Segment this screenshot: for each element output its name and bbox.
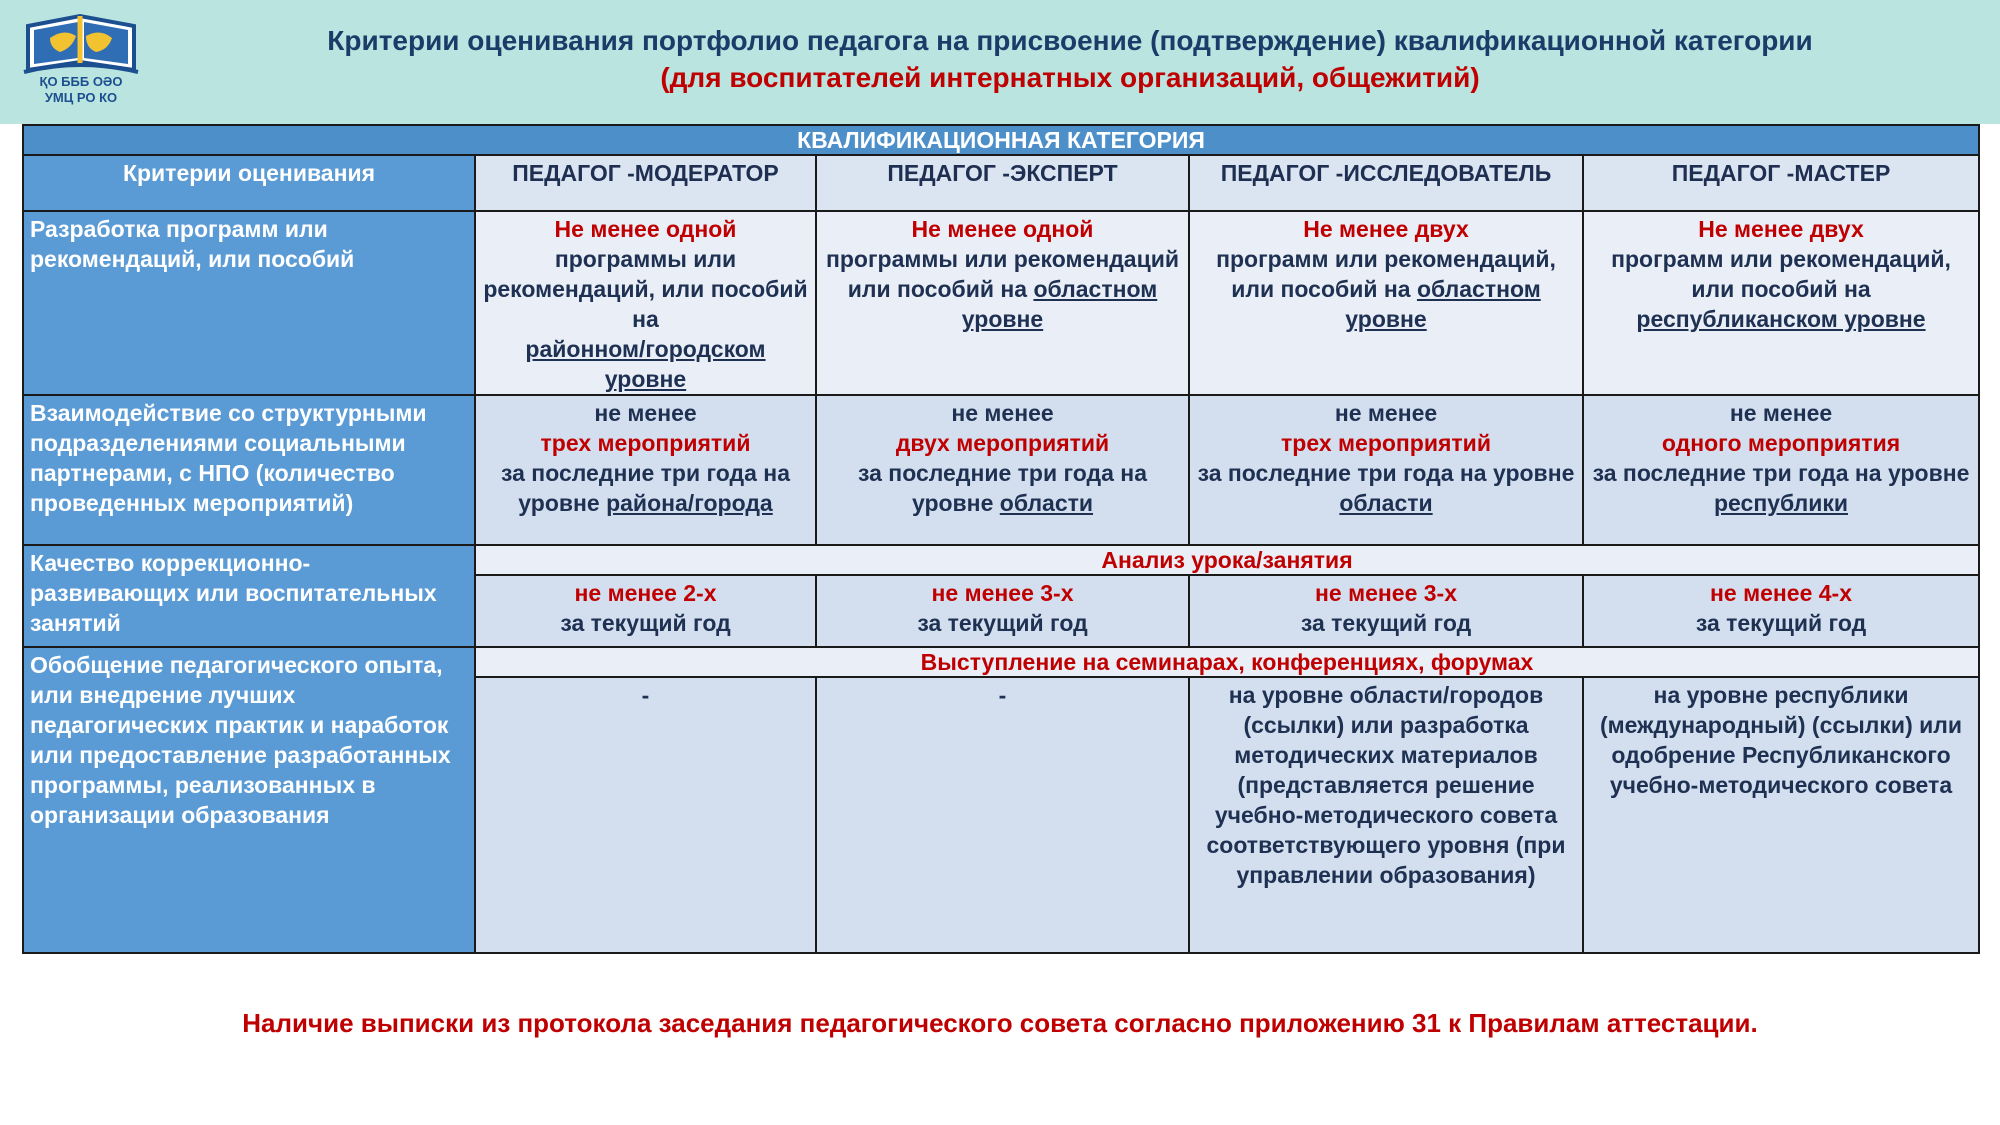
- criterion-programs: Разработка программ или рекомендаций, или пособий: [23, 211, 475, 395]
- criteria-table: [22, 124, 1980, 954]
- cell-programs-researcher: [1189, 211, 1583, 395]
- cell-experience-moderator: -: [475, 677, 816, 953]
- cell-requirement: двух мероприятий: [895, 430, 1110, 456]
- cell-requirement: не менее 4-х: [1710, 580, 1852, 606]
- cell-programs-master: [1583, 211, 1979, 395]
- book-logo-icon: [20, 8, 142, 80]
- table-row-programs: [23, 211, 1979, 395]
- category-header: КВАЛИФИКАЦИОННАЯ КАТЕГОРИЯ: [23, 125, 1979, 155]
- cell-requirement: трех мероприятий: [1281, 430, 1491, 456]
- page-title: [170, 22, 1970, 96]
- levels-header-row: [23, 155, 1979, 211]
- cell-pre: не менее: [1729, 400, 1833, 426]
- cell-text: за текущий год: [560, 610, 731, 636]
- cell-text: за последние три года на уровне: [1197, 460, 1575, 486]
- level-header-researcher: ПЕДАГОГ -ИССЛЕДОВАТЕЛЬ: [1189, 155, 1583, 211]
- cell-pre: не менее: [1334, 400, 1438, 426]
- logo-text-kazakh: ҚО БББ ОӘО: [39, 74, 123, 89]
- cell-experience-expert: -: [816, 677, 1189, 953]
- criterion-lessons: Качество коррекционно-развивающих или воспитательных занятий: [23, 545, 475, 647]
- title-text: Критерии оценивания портфолио педагога на присвоение (подтверждение) квалификационной категории: [327, 25, 1813, 56]
- cell-level-link: области: [999, 490, 1094, 516]
- cell-interaction-moderator: [475, 395, 816, 545]
- cell-text: программ или рекомендаций, или пособий на: [1216, 246, 1556, 302]
- cell-text: программы или рекомендаций или пособий на: [825, 246, 1180, 302]
- header-banner: [0, 0, 2000, 124]
- cell-level-link: областном уровне: [961, 276, 1158, 332]
- criteria-column-header: Критерии оценивания: [23, 155, 475, 211]
- cell-lessons-researcher: [1189, 575, 1583, 647]
- level-header-master: ПЕДАГОГ -МАСТЕР: [1583, 155, 1979, 211]
- cell-requirement: одного мероприятия: [1661, 430, 1901, 456]
- cell-level-link: района/города: [606, 490, 773, 516]
- cell-lessons-expert: [816, 575, 1189, 647]
- cell-experience-researcher: на уровне области/городов (ссылки) или разработка методических материалов (представляется решение учебно-методического совета соответствующего уровня (при управлении образования): [1189, 677, 1583, 953]
- cell-level-link: республиканском уровне: [1636, 306, 1926, 332]
- cell-programs-expert: [816, 211, 1189, 395]
- cell-pre: не менее: [951, 400, 1054, 426]
- criterion-experience: Обобщение педагогического опыта, или внедрение лучших педагогических практик и наработок или предоставление разработанных программы, реализованных в организации образования: [23, 647, 475, 953]
- table-row-lessons-band: [23, 545, 1979, 575]
- cell-interaction-master: [1583, 395, 1979, 545]
- cell-text: за последние три года на уровне: [858, 460, 1147, 516]
- cell-text: за текущий год: [1695, 610, 1867, 636]
- cell-requirement: трех мероприятий: [540, 430, 751, 456]
- level-header-moderator: ПЕДАГОГ -МОДЕРАТОР: [475, 155, 816, 211]
- cell-programs-moderator: [475, 211, 816, 395]
- cell-interaction-researcher: [1189, 395, 1583, 545]
- cell-experience-master: на уровне республики (международный) (ссылки) или одобрение Республиканского учебно-методического совета: [1583, 677, 1979, 953]
- cell-level-link: областном уровне: [1345, 276, 1541, 332]
- cell-text: за последние три года на уровне: [1592, 460, 1970, 486]
- cell-level-link: республики: [1713, 490, 1849, 516]
- cell-level-link: области: [1339, 490, 1433, 516]
- cell-lessons-master: [1583, 575, 1979, 647]
- cell-requirement: не менее 2-х: [574, 580, 717, 606]
- cell-interaction-expert: [816, 395, 1189, 545]
- cell-text: за последние три года на уровне: [501, 460, 790, 516]
- cell-requirement: Не менее двух: [1698, 216, 1864, 242]
- band-presentations: Выступление на семинарах, конференциях, форумах: [475, 647, 1979, 677]
- cell-pre: не менее: [594, 400, 697, 426]
- cell-level-link: районном/городском уровне: [525, 336, 766, 392]
- cell-requirement: Не менее одной: [554, 216, 737, 242]
- page-subtitle: (для воспитателей интернатных организаций, общежитий): [660, 62, 1480, 93]
- cell-text: программы или рекомендаций, или пособий на: [483, 246, 808, 332]
- cell-requirement: Не менее двух: [1303, 216, 1469, 242]
- category-header-row: [23, 125, 1979, 155]
- band-lesson-analysis: Анализ урока/занятия: [475, 545, 1979, 575]
- cell-requirement: Не менее одной: [911, 216, 1094, 242]
- cell-text: программ или рекомендаций, или пособий на: [1611, 246, 1951, 302]
- cell-lessons-moderator: [475, 575, 816, 647]
- table-row-experience-band: [23, 647, 1979, 677]
- organization-logo: [20, 8, 142, 114]
- footer-note: Наличие выписки из протокола заседания педагогического совета согласно приложению 31 к Правилам аттестации.: [242, 1008, 1758, 1038]
- cell-requirement: не менее 3-х: [931, 580, 1074, 606]
- cell-text: за текущий год: [917, 610, 1088, 636]
- cell-requirement: не менее 3-х: [1315, 580, 1457, 606]
- criterion-interaction: Взаимодействие со структурными подразделениями социальными партнерами, с НПО (количество проведенных мероприятий): [23, 395, 475, 545]
- cell-text: за текущий год: [1300, 610, 1472, 636]
- level-header-expert: ПЕДАГОГ -ЭКСПЕРТ: [816, 155, 1189, 211]
- table-row-interaction: [23, 395, 1979, 545]
- logo-text-russian: УМЦ РО КО: [44, 90, 118, 105]
